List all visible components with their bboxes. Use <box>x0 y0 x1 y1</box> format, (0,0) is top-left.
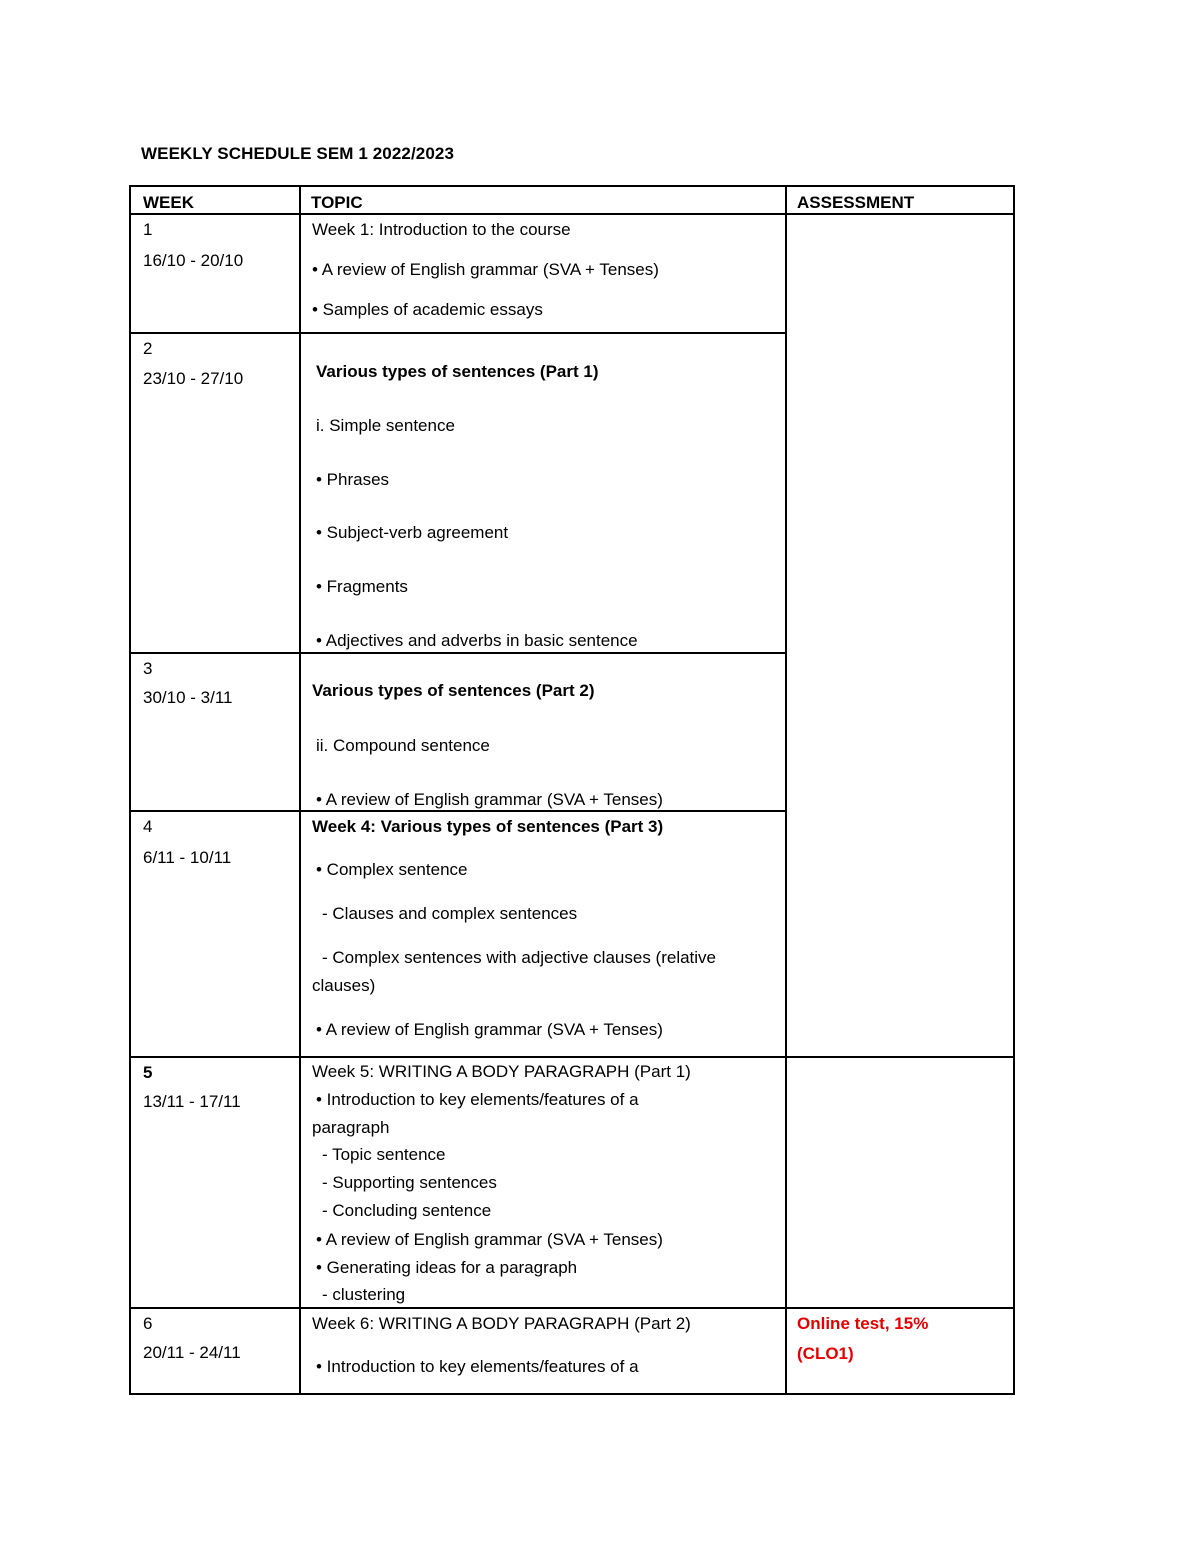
header-divider <box>131 213 1013 215</box>
row-divider <box>131 652 785 654</box>
week-number: 4 <box>143 817 153 836</box>
week-dates: 23/10 - 27/10 <box>143 369 244 388</box>
topic-line: clauses) <box>312 976 376 995</box>
row-divider <box>131 332 785 334</box>
topic-line: • A review of English grammar (SVA + Tenses) <box>312 260 659 279</box>
header-week: WEEK <box>143 193 194 212</box>
topic-line: - Complex sentences with adjective clauses (relative <box>322 948 717 967</box>
topic-line: • A review of English grammar (SVA + Tenses) <box>316 1020 663 1039</box>
assessment-item: Online test, 15% <box>797 1314 929 1333</box>
topic-line: • Samples of academic essays <box>312 300 543 319</box>
column-divider <box>299 187 301 1393</box>
week-dates: 13/11 - 17/11 <box>143 1092 241 1111</box>
schedule-table <box>129 185 1015 1395</box>
page-title: WEEKLY SCHEDULE SEM 1 2022/2023 <box>141 144 455 163</box>
topic-line: • Introduction to key elements/features of a <box>316 1357 639 1376</box>
topic-heading: Various types of sentences (Part 2) <box>312 681 595 700</box>
week-dates: 20/11 - 24/11 <box>143 1343 241 1362</box>
topic-line: • Adjectives and adverbs in basic sentence <box>316 631 638 650</box>
header-assessment: ASSESSMENT <box>797 193 915 212</box>
topic-line: • Fragments <box>316 577 408 596</box>
topic-heading: Various types of sentences (Part 1) <box>316 362 599 381</box>
topic-line: - Supporting sentences <box>322 1173 497 1192</box>
topic-line: • A review of English grammar (SVA + Tenses) <box>316 790 663 809</box>
topic-line: Week 6: WRITING A BODY PARAGRAPH (Part 2) <box>312 1314 691 1333</box>
row-divider <box>131 1307 1013 1309</box>
column-divider <box>785 187 787 1393</box>
topic-line: paragraph <box>312 1118 390 1137</box>
week-number: 5 <box>143 1063 153 1082</box>
topic-line: - clustering <box>322 1285 406 1304</box>
week-dates: 16/10 - 20/10 <box>143 251 244 270</box>
topic-line: • Introduction to key elements/features of a <box>316 1090 639 1109</box>
topic-line: • Phrases <box>316 470 390 489</box>
topic-line: • Subject-verb agreement <box>316 523 509 542</box>
week-number: 6 <box>143 1314 153 1333</box>
topic-line: - Clauses and complex sentences <box>322 904 578 923</box>
assessment-item: (CLO1) <box>797 1344 854 1363</box>
topic-line: i. Simple sentence <box>316 416 455 435</box>
topic-line: Week 1: Introduction to the course <box>312 220 571 239</box>
topic-line: ii. Compound sentence <box>316 736 490 755</box>
topic-line: • A review of English grammar (SVA + Tenses) <box>316 1230 663 1249</box>
topic-line: • Complex sentence <box>316 860 468 879</box>
week-number: 3 <box>143 659 153 678</box>
week-number: 1 <box>143 220 153 239</box>
topic-line: • Generating ideas for a paragraph <box>316 1258 578 1277</box>
week-number: 2 <box>143 339 153 358</box>
week-dates: 6/11 - 10/11 <box>143 848 232 867</box>
header-topic: TOPIC <box>311 193 363 212</box>
week-dates: 30/10 - 3/11 <box>143 688 233 707</box>
row-divider <box>131 1056 1013 1058</box>
topic-heading: Week 4: Various types of sentences (Part 3) <box>312 817 664 836</box>
topic-line: Week 5: WRITING A BODY PARAGRAPH (Part 1) <box>312 1062 691 1081</box>
topic-line: - Concluding sentence <box>322 1201 492 1220</box>
topic-line: - Topic sentence <box>322 1145 446 1164</box>
